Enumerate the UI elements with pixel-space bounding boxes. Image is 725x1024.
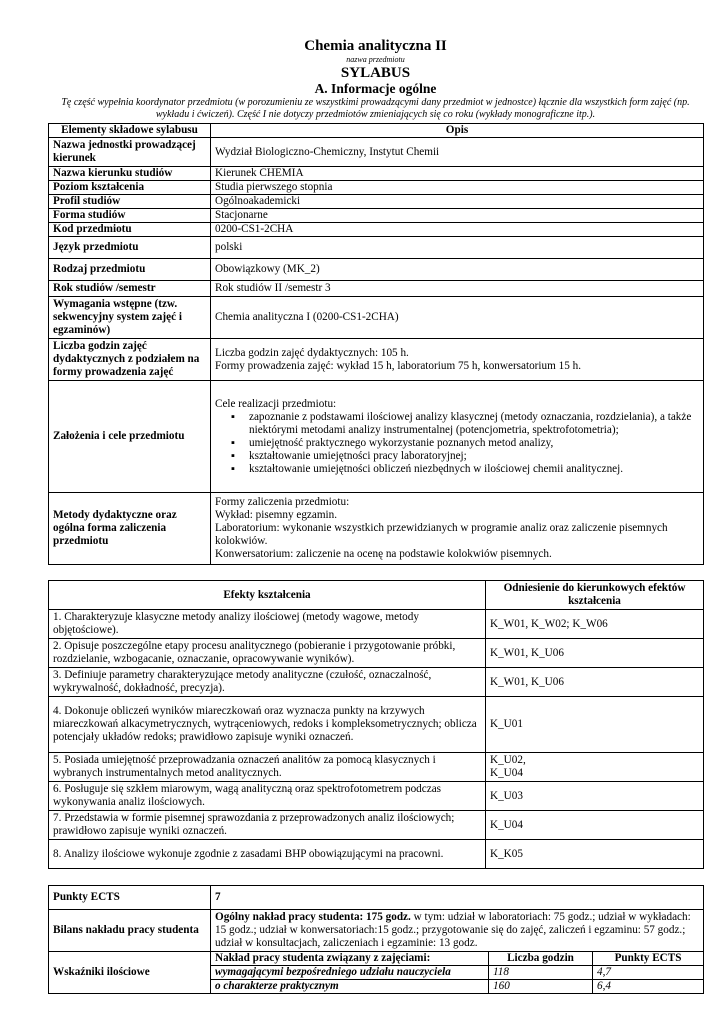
outcome-text: 1. Charakteryzuje klasyczne metody analizy ilościowej (metody wagowe, metody objętościowe). — [49, 610, 486, 639]
outcome-reference: K_W01, K_U06 — [486, 639, 704, 668]
row-value: Rok studiów II /semestr 3 — [211, 281, 704, 297]
workload-details: w tym: udział w laboratoriach: 75 godz.; udział w wykładach: 15 godz.; udział w konwersatoriach:15 godz.; przygotowanie się do zajęć, zaliczeń i egzaminu: 57 godz.; udział w konsultacjach, zaliczeniach i egzaminie: 13 godz. — [215, 911, 691, 949]
hours-value — [211, 339, 704, 381]
row-label: Wymagania wstępne (tzw. sekwencyjny system zajęć i egzaminów) — [49, 297, 211, 339]
ects-label: Punkty ECTS — [49, 886, 211, 910]
outcome-reference: K_U03 — [486, 782, 704, 811]
outcome-text: 4. Dokonuje obliczeń wyników miareczkowań oraz wyznacza punkty na krzywych miareczkowań alkacymetrycznych, wytrąceniowych, redoks i kompleksometrycznych; oblicza potencjały układów redoks; prawidłowo zapisuje wyniki oznaczeń. — [49, 697, 486, 753]
table-row — [49, 782, 704, 811]
row-label: Rodzaj przedmiotu — [49, 259, 211, 281]
document-header — [48, 38, 703, 121]
general-info-table — [48, 123, 704, 565]
document-type: SYLABUS — [340, 65, 411, 81]
indicator-type: o charakterze praktycznym — [211, 980, 489, 994]
indicators-label: Wskaźniki ilościowe — [49, 952, 211, 994]
row-label: Poziom kształcenia — [49, 181, 211, 195]
methods-line: Formy zaliczenia przedmiotu: — [215, 496, 350, 508]
row-label: Rok studiów /semestr — [49, 281, 211, 297]
outcome-text: 6. Posługuje się szkłem miarowym, wagą analityczną oraz spektrofotometrem podczas wykonywania analiz ilościowych. — [49, 782, 486, 811]
indicator-hours: 160 — [489, 980, 593, 994]
outcome-reference: K_W01, K_U06 — [486, 668, 704, 697]
row-value: Kierunek CHEMIA — [211, 167, 704, 181]
row-value: Stacjonarne — [211, 209, 704, 223]
row-value: polski — [211, 237, 704, 259]
table-row — [49, 668, 704, 697]
column-header-reference: Odniesienie do kierunkowych efektów kształcenia — [486, 581, 704, 610]
row-label: Kod przedmiotu — [49, 223, 211, 237]
row-value: Obowiązkowy (MK_2) — [211, 259, 704, 281]
row-value: Ogólnoakademicki — [211, 195, 704, 209]
hours-label: Liczba godzin zajęć dydaktycznych z podziałem na formy prowadzenia zajęć — [49, 339, 211, 381]
workload-label: Bilans nakładu pracy studenta — [49, 910, 211, 952]
course-title: Chemia analityczna II — [304, 38, 447, 54]
table-row — [49, 610, 704, 639]
syllabus-page — [48, 0, 703, 994]
outcome-reference: K_U02, K_U04 — [486, 753, 704, 782]
outcome-text: 5. Posiada umiejętność przeprowadzania oznaczeń analitów za pomocą klasycznych i wybranych instrumentalnych metod analitycznych. — [49, 753, 486, 782]
methods-value — [211, 493, 704, 565]
outcome-reference: K_U01 — [486, 697, 704, 753]
column-header-elements: Elementy składowe sylabusu — [49, 124, 211, 138]
methods-line: Laboratorium: wykonanie wszystkich przewidzianych w programie analiz oraz zaliczenie pisemnych kolokwiów. — [215, 522, 668, 547]
column-header-outcomes: Efekty kształcenia — [49, 581, 486, 610]
outcome-reference: K_W01, K_W02; K_W06 — [486, 610, 704, 639]
row-label: Profil studiów — [49, 195, 211, 209]
row-value: Studia pierwszego stopnia — [211, 181, 704, 195]
indicators-header-hours: Liczba godzin — [489, 952, 593, 966]
outcome-text: 7. Przedstawia w formie pisemnej sprawozdania z przeprowadzonych analiz ilościowych; prawidłowo zapisuje wyniki oznaczeń. — [49, 811, 486, 840]
outcome-reference: K_U04 — [486, 811, 704, 840]
row-value: Wydział Biologiczno-Chemiczny, Instytut Chemii — [211, 138, 704, 167]
row-value: Chemia analityczna I (0200-CS1-2CHA) — [211, 297, 704, 339]
table-row — [49, 840, 704, 869]
workload-total: Ogólny nakład pracy studenta: 175 godz. — [215, 911, 411, 923]
column-header-description: Opis — [211, 124, 704, 138]
outcome-text: 8. Analizy ilościowe wykonuje zgodnie z zasadami BHP obowiązującymi na pracowni. — [49, 840, 486, 869]
table-row — [49, 753, 704, 782]
list-item: ▪ kształtowanie umiejętności obliczeń niezbędnych w ilościowej chemii analitycznej. — [249, 463, 699, 476]
indicator-ects: 6,4 — [593, 980, 704, 994]
outcome-text: 3. Definiuje parametry charakteryzujące metody analityczne (czułość, oznaczalność, wykrywalność, dokładność, precyzja). — [49, 668, 486, 697]
table-row — [49, 639, 704, 668]
indicator-ects: 4,7 — [593, 966, 704, 980]
workload-value — [211, 910, 704, 952]
goals-intro: Cele realizacji przedmiotu: — [215, 397, 337, 410]
goals-value — [211, 381, 704, 493]
methods-line: Konwersatorium: zaliczenie na ocenę na podstawie kolokwiów pisemnych. — [215, 548, 552, 560]
table-row — [49, 811, 704, 840]
ects-table — [48, 885, 704, 994]
goals-list — [215, 411, 699, 476]
row-value: 0200-CS1-2CHA — [211, 223, 704, 237]
row-label: Nazwa kierunku studiów — [49, 167, 211, 181]
list-item: ▪ kształtowanie umiejętności pracy laboratoryjnej; — [249, 450, 699, 463]
indicators-header-ects: Punkty ECTS — [593, 952, 704, 966]
table-row — [49, 697, 704, 753]
hours-breakdown: Formy prowadzenia zajęć: wykład 15 h, laboratorium 75 h, konwersatorium 15 h. — [215, 359, 581, 372]
row-label: Nazwa jednostki prowadzącej kierunek — [49, 138, 211, 167]
indicators-header-workload: Nakład pracy studenta związany z zajęciami: — [211, 952, 489, 966]
list-item: ▪ zapoznanie z podstawami ilościowej analizy klasycznej (metody oznaczania, rozdzielania), a także niektórymi metodami analizy instrumentalnej (potencjometria, spektrofotometria); — [249, 411, 699, 437]
learning-outcomes-table — [48, 580, 704, 869]
instruction-note: Tę część wypełnia koordynator przedmiotu (w porozumieniu ze wszystkimi prowadzącymi dany przedmiot w jednostce) łącznie dla wszystkich form zajęć (np. wykładu i ćwiczeń). Część I nie dotyczy przedmiotów zmieniających się co roku (wykłady monograficzne itp.). — [61, 97, 690, 120]
outcome-reference: K_K05 — [486, 840, 704, 869]
row-label: Język przedmiotu — [49, 237, 211, 259]
hours-total: Liczba godzin zajęć dydaktycznych: 105 h. — [215, 346, 409, 359]
outcome-text: 2. Opisuje poszczególne etapy procesu analitycznego (pobieranie i przygotowanie próbki, rozdzielanie, wzbogacanie, oznaczanie, opracowywanie wyników). — [49, 639, 486, 668]
list-item: ▪ umiejętność praktycznego wykorzystanie poznanych metod analizy, — [249, 437, 699, 450]
methods-line: Wykład: pisemny egzamin. — [215, 509, 338, 521]
indicator-hours: 118 — [489, 966, 593, 980]
methods-label: Metody dydaktyczne oraz ogólna forma zaliczenia przedmiotu — [49, 493, 211, 565]
course-title-caption: nazwa przedmiotu — [346, 55, 405, 64]
goals-label: Założenia i cele przedmiotu — [49, 381, 211, 493]
ects-value: 7 — [211, 886, 704, 910]
indicator-type: wymagającymi bezpośredniego udziału nauczyciela — [211, 966, 489, 980]
section-heading: A. Informacje ogólne — [314, 81, 437, 96]
row-label: Forma studiów — [49, 209, 211, 223]
